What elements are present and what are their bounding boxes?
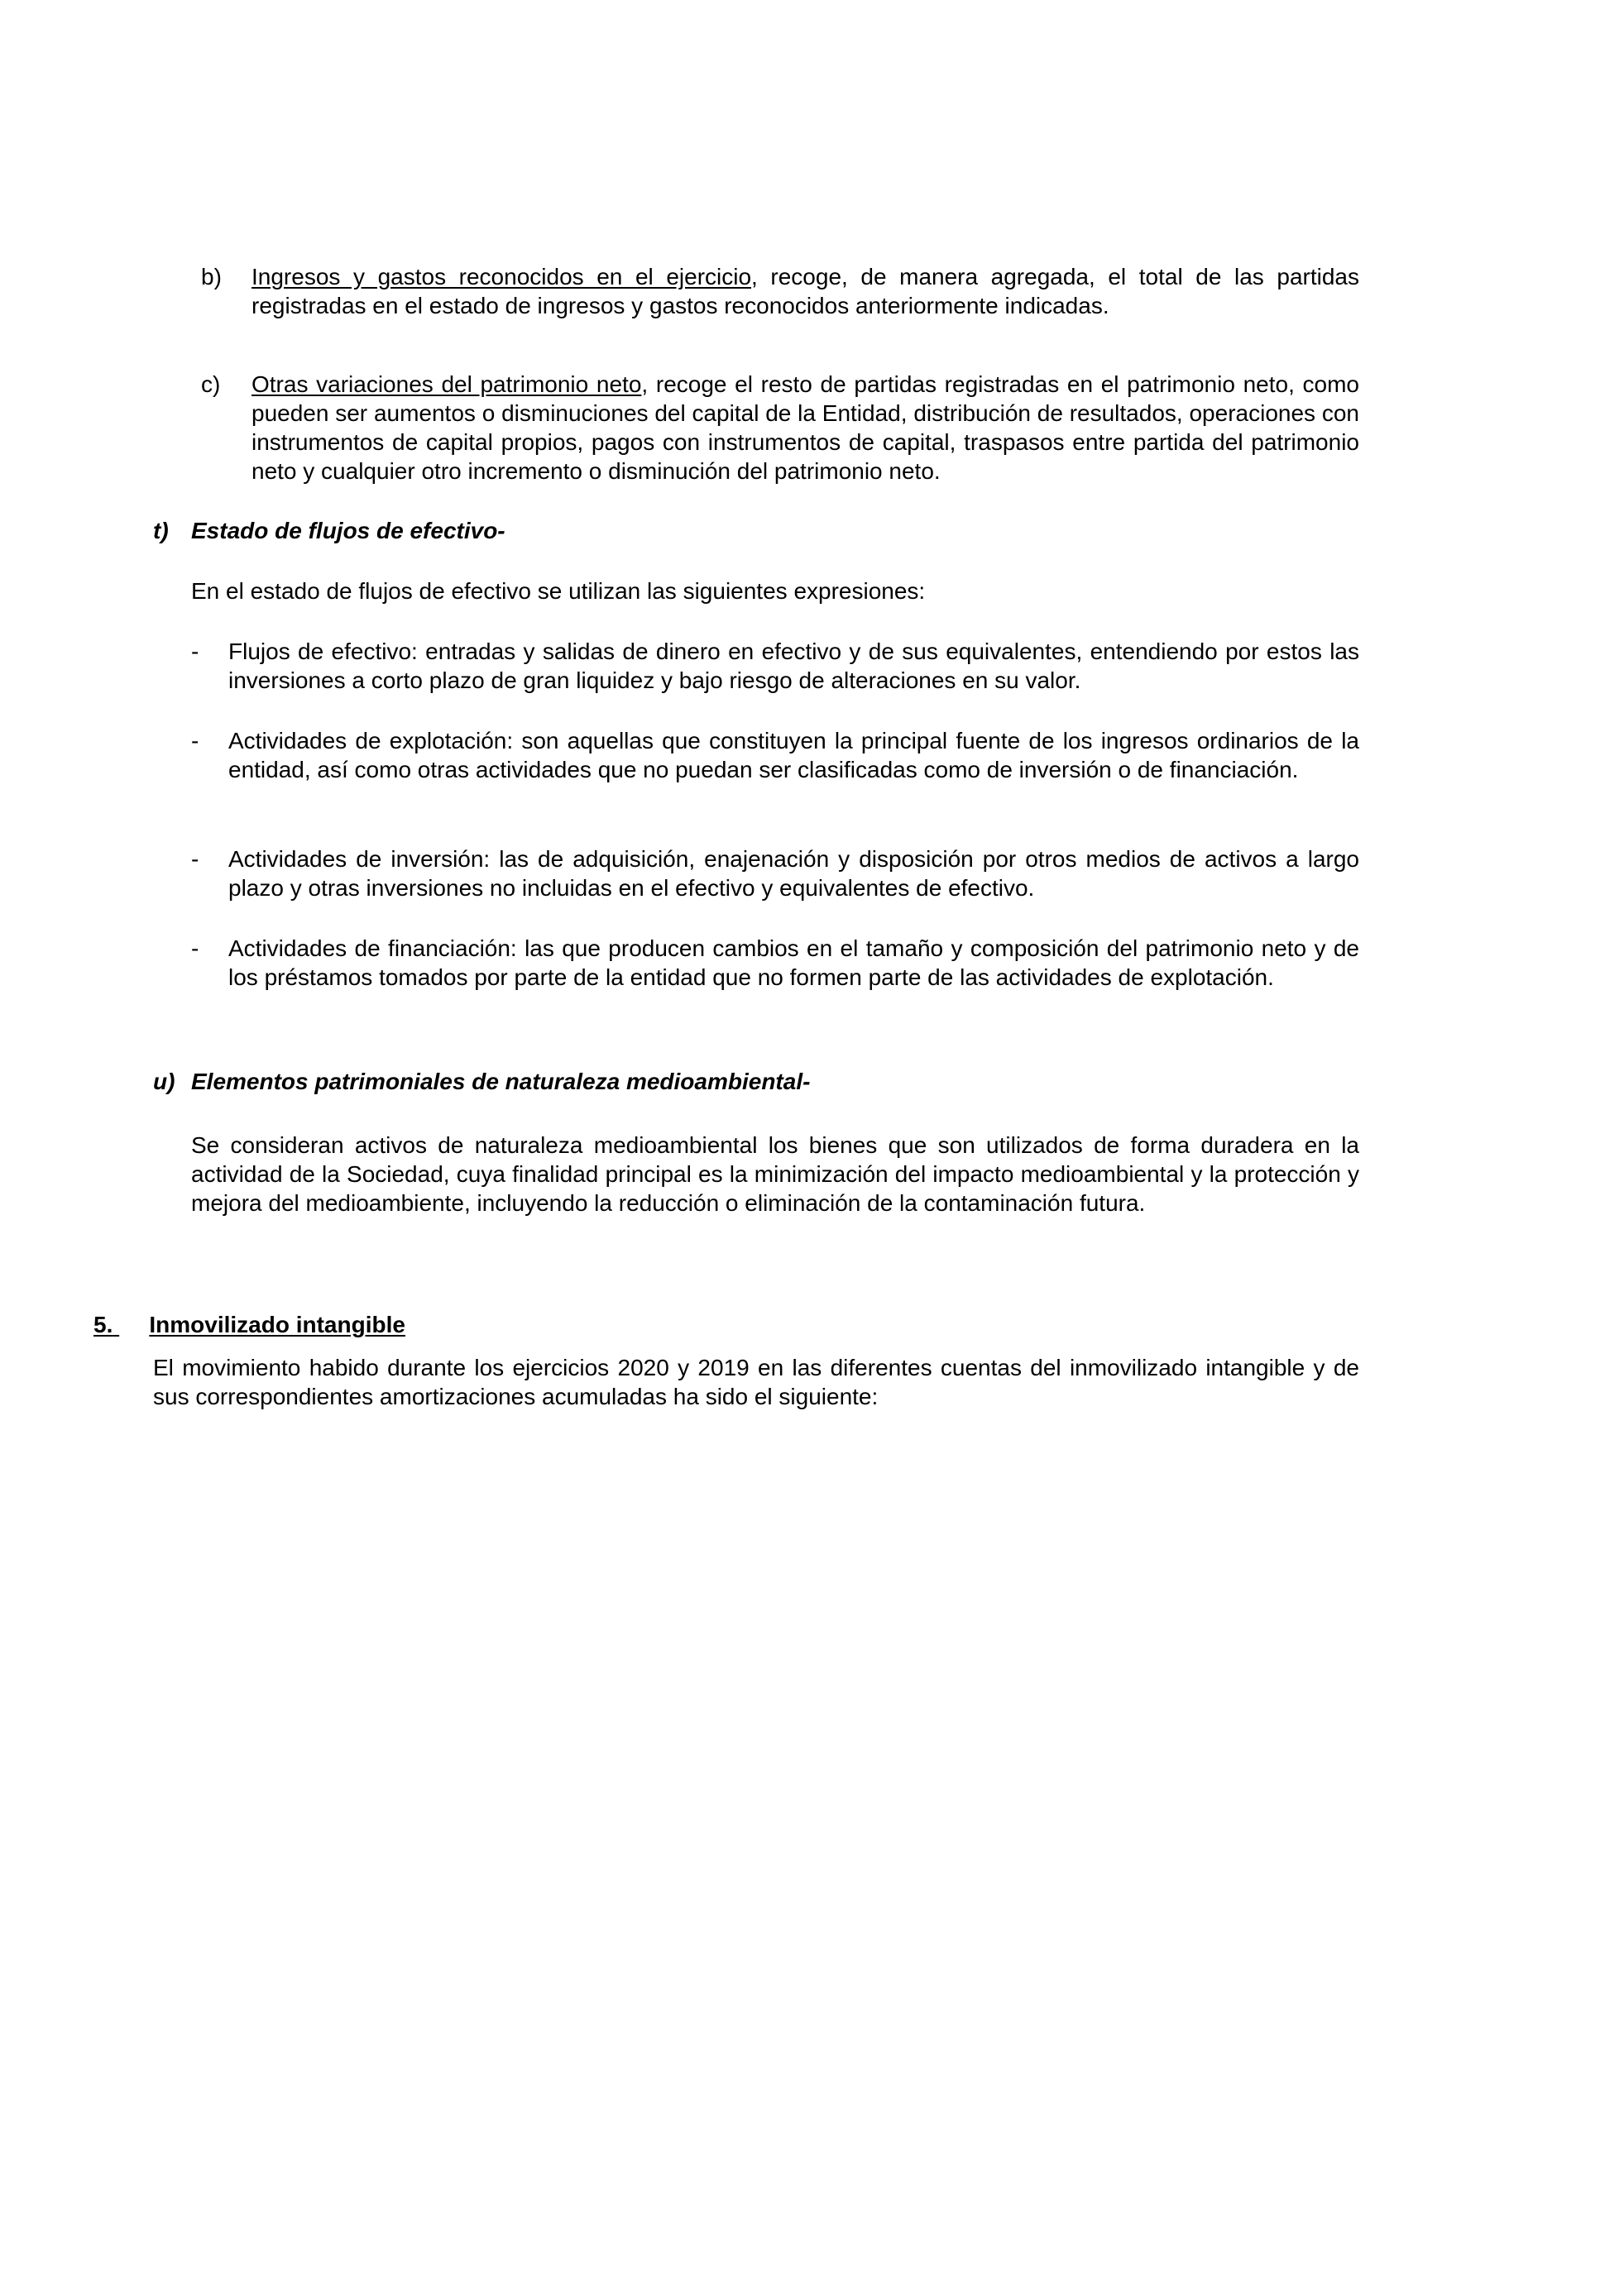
list-item-b-rest: , recoge, de manera agregada, el total de las partidas registradas en el estado de ingresos y gastos reconocidos anteriormente indicadas. xyxy=(252,264,1359,318)
list-item-c-text xyxy=(201,370,1359,486)
section-u-body: Se consideran activos de naturaleza medioambiental los bienes que son utilizados de forma duradera en la actividad de la Sociedad, cuya finalidad principal es la minimización del impacto medioambiental y la protección y mejora del medioambiente, incluyendo la reducción o eliminación de la contaminación futura. xyxy=(191,1132,1359,1216)
bullet-text-1: Flujos de efectivo: entradas y salidas de dinero en efectivo y de sus equivalentes, entendiendo por estos las inversiones a corto plazo de gran liquidez y bajo riesgo de alteraciones en su valor. xyxy=(228,639,1359,693)
bullet-item-2 xyxy=(191,726,1359,784)
heading-u-marker: u) xyxy=(153,1069,175,1094)
section-5-gap xyxy=(113,1310,149,1339)
heading-u xyxy=(153,1067,1311,1096)
bullet-dash-2: - xyxy=(191,728,199,753)
section-5-body: El movimiento habido durante los ejercicios 2020 y 2019 en las diferentes cuentas del inmovilizado intangible y de sus correspondientes amortizaciones acumuladas ha sido el siguiente: xyxy=(153,1355,1359,1409)
list-marker-c: c) xyxy=(201,371,221,397)
list-item-c xyxy=(201,370,1359,486)
bullet-item-4 xyxy=(191,934,1359,992)
list-item-b-text xyxy=(201,262,1359,320)
bullet-item-3 xyxy=(191,844,1359,902)
section-5-number: 5. xyxy=(93,1312,113,1337)
term-otras-variaciones: Otras variaciones del patrimonio neto xyxy=(252,371,642,397)
bullet-dash-3: - xyxy=(191,846,199,872)
bullet-text-2: Actividades de explotación: son aquellas que constituyen la principal fuente de los ingresos ordinarios de la entidad, así como otras actividades que no puedan ser clasificadas como de inversión o de financiación. xyxy=(228,728,1359,782)
bullet-text-3: Actividades de inversión: las de adquisición, enajenación y disposición por otros medios de activos a largo plazo y otras inversiones no incluidas en el efectivo y equivalentes de efectivo. xyxy=(228,846,1359,901)
heading-t xyxy=(153,516,1311,545)
heading-t-title: Estado de flujos de efectivo- xyxy=(191,518,505,543)
bullet-item-1 xyxy=(191,637,1359,695)
bullet-dash-1: - xyxy=(191,639,199,664)
heading-t-marker: t) xyxy=(153,518,169,543)
bullet-text-4: Actividades de financiación: las que producen cambios en el tamaño y composición del patrimonio neto y de los préstamos tomados por parte de la entidad que no formen parte de las actividades de explotación. xyxy=(228,935,1359,990)
section-5-title: Inmovilizado intangible xyxy=(149,1312,405,1337)
list-marker-b: b) xyxy=(201,264,222,289)
list-item-b xyxy=(201,262,1359,320)
section-t-intro: En el estado de flujos de efectivo se utilizan las siguientes expresiones: xyxy=(191,578,926,604)
list-item-c-rest: , recoge el resto de partidas registradas en el patrimonio neto, como pueden ser aumentos o disminuciones del capital de la Entidad, distribución de resultados, operaciones con instrumentos de capital propios, pagos con instrumentos de capital, traspasos entre partida del patrimonio neto y cualquier otro incremento o disminución del patrimonio neto. xyxy=(252,371,1360,484)
bullet-dash-4: - xyxy=(191,935,199,961)
heading-u-title: Elementos patrimoniales de naturaleza medioambiental- xyxy=(191,1069,811,1094)
section-5-heading xyxy=(93,1310,1252,1339)
term-ingresos-gastos: Ingresos y gastos reconocidos en el ejercicio xyxy=(252,264,752,289)
